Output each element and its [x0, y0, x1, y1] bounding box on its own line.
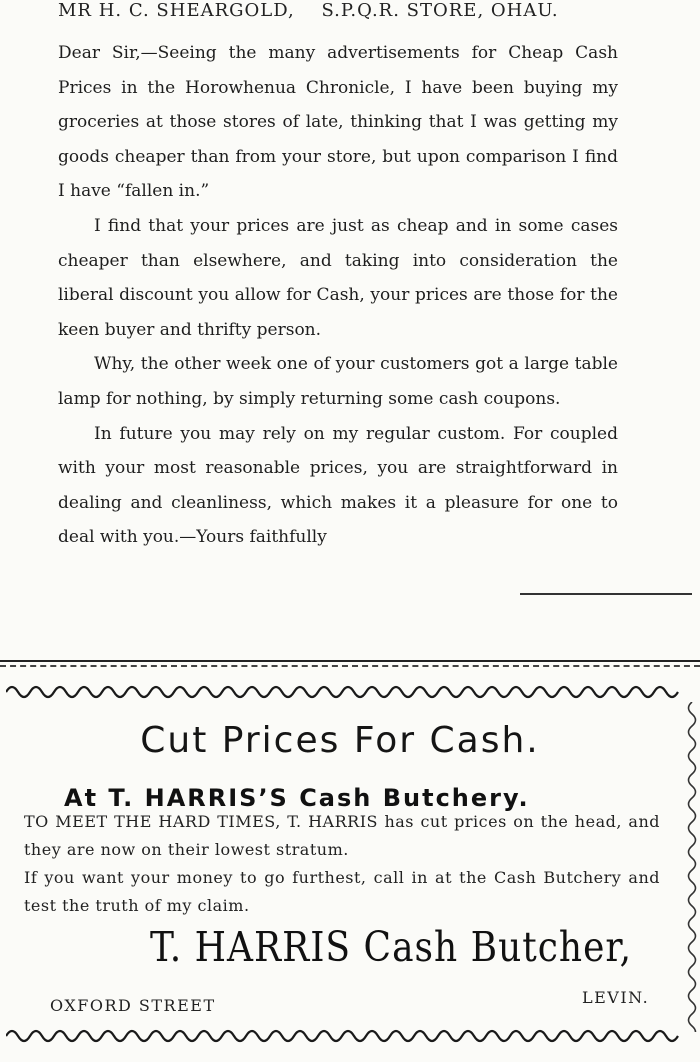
- advert-street: OXFORD STREET: [50, 996, 216, 1015]
- advert-subtitle: At T. HARRIS’S Cash Butchery.: [64, 784, 530, 812]
- advert-body: [24, 808, 660, 920]
- recipient-name: MR H. C. SHEARGOLD,: [58, 0, 295, 21]
- column-rule: [0, 660, 700, 662]
- signature-line: [520, 593, 692, 595]
- ornamental-border-top: [6, 680, 686, 704]
- advert-town: LEVIN.: [582, 988, 650, 1007]
- column-rule-dashed: [0, 665, 700, 667]
- advert-title: Cut Prices For Cash.: [140, 720, 540, 761]
- letter-paragraph-1: Dear Sir,—Seeing the many advertisements for Cheap Cash Prices in the Horowhenua Chronicle, I have been buying my groceries at those stores of late, thinking that I was getting my goods cheaper than from your store, but upon comparison I find I have “fallen in.”: [58, 43, 618, 202]
- letter-heading: [58, 0, 618, 21]
- letter-body: [58, 36, 618, 555]
- advert-body-line-2: If you want your money to go furthest, call in at the Cash Butchery and test the truth of my claim.: [24, 868, 660, 915]
- letter-paragraph-4: In future you may rely on my regular custom. For coupled with your most reasonable prices, you are straightforward in dealing and cleanliness, which makes it a pleasure for one to deal with you.—Yours faithfully: [58, 423, 618, 548]
- advert-body-line-1: TO MEET THE HARD TIMES, T. HARRIS has cut prices on the head, and they are now on their lowest stratum.: [24, 812, 660, 859]
- ornamental-border-bottom: [6, 1024, 686, 1048]
- store-address: S.P.Q.R. STORE, OHAU.: [321, 0, 559, 21]
- ornamental-border-right: [684, 702, 700, 1032]
- letter-paragraph-2: I find that your prices are just as cheap and in some cases cheaper than elsewhere, and taking into consideration the liberal discount you allow for Cash, your prices are those for the keen buyer and thrifty person.: [58, 215, 618, 340]
- letter-paragraph-3: Why, the other week one of your customers got a large table lamp for nothing, by simply returning some cash coupons.: [58, 354, 618, 409]
- butchery-advertisement: [0, 672, 700, 1062]
- advert-signature: T. HARRIS Cash Butcher,: [150, 924, 633, 972]
